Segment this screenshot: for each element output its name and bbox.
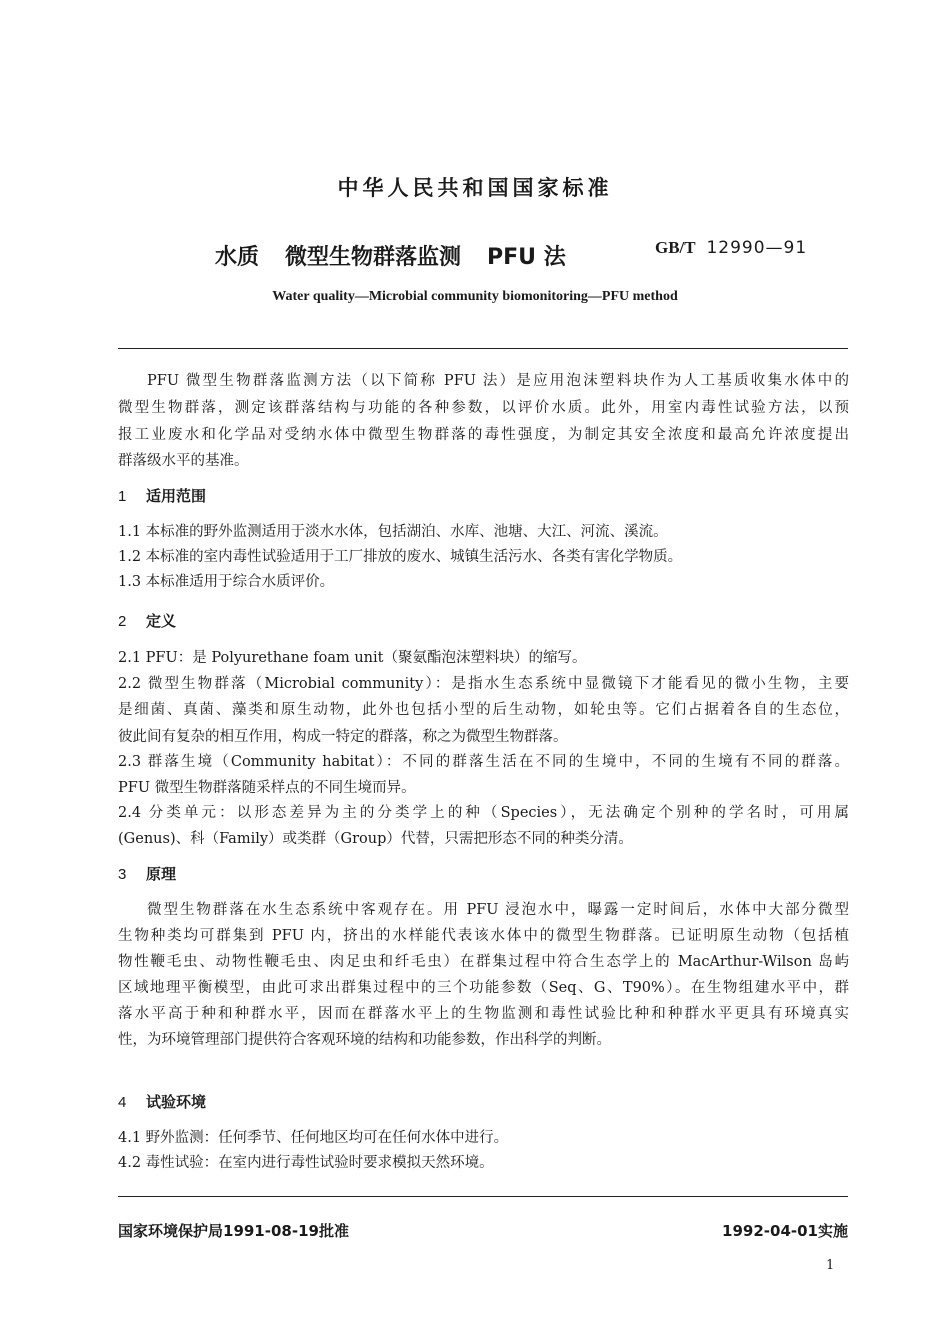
intro-line: 微型生物群落，测定该群落结构与功能的各种参数，以评价水质。此外，用室内毒性试验方法，以预: [118, 400, 849, 416]
clause-4-1: 4.1 野外监测：任何季节、任何地区均可在任何水体中进行。: [118, 1130, 509, 1146]
clause-1-2: 1.2 本标准的室内毒性试验适用于工厂排放的废水、城镇生活污水、各类有害化学物质。: [118, 549, 683, 565]
standard-prefix: GB/T: [655, 238, 696, 257]
page-number: 1: [826, 1258, 835, 1273]
title-part-2: 微型生物群落监测: [285, 245, 462, 270]
principle-line: 物性鞭毛虫、动物性鞭毛虫、肉足虫和纤毛虫）在群集过程中符合生态学上的 MacArthur-Wilson 岛屿: [118, 954, 849, 970]
definition-line: 2.1 PFU：是 Polyurethane foam unit（聚氨酯泡沫塑料块）的缩写。: [118, 650, 587, 666]
standard-number: [655, 238, 807, 258]
definition-line: PFU 微型生物群落随采样点的不同生境而异。: [118, 780, 416, 796]
intro-line: PFU 微型生物群落监测方法（以下简称 PFU 法）是应用泡沫塑料块作为人工基质收集水体中的: [147, 373, 849, 389]
definition-line: (Genus)、科（Family）或类群（Group）代替，只需把形态不同的种类分清。: [118, 831, 633, 847]
clause-1-3: 1.3 本标准适用于综合水质评价。: [118, 574, 335, 590]
section-heading: [118, 863, 176, 884]
section-number: 1: [118, 488, 127, 505]
approval-date: 国家环境保护局1991-08-19批准: [118, 1222, 349, 1240]
section-number: 2: [118, 613, 127, 630]
definition-line: 2.3 群落生境（Community habitat）：不同的群落生活在不同的生境中，不同的生境有不同的群落。: [118, 754, 849, 770]
standard-code: 12990—91: [706, 238, 808, 258]
effective-date: 1992-04-01实施: [722, 1222, 848, 1240]
title-part-1: 水质: [215, 245, 260, 270]
section-heading: [118, 485, 206, 506]
national-standard-heading: 中华人民共和国国家标准: [337, 176, 613, 200]
definition-line: 2.4 分类单元：以形态差异为主的分类学上的种（Species），无法确定个别种的学名时，可用属: [118, 805, 849, 821]
principle-line: 落水平高于种和种群水平，因而在群落水平上的生物监测和毒性试验比种和种群水平更具有环境真实: [118, 1006, 849, 1022]
title-part-3: PFU 法: [487, 245, 566, 270]
header-divider: [118, 348, 848, 349]
principle-line: 生物种类均可群集到 PFU 内，挤出的水样能代表该水体中的微型生物群落。已证明原生动物（包括植: [118, 928, 849, 944]
definition-line: 2.2 微型生物群落（Microbial community）：是指水生态系统中显微镜下才能看见的微小生物，主要: [118, 676, 849, 692]
definition-line: 是细菌、真菌、藻类和原生动物，此外也包括小型的后生动物，如轮虫等。它们占据着各自的生态位，: [118, 702, 849, 718]
section-number: 3: [118, 866, 127, 883]
principle-line: 区域地理平衡模型，由此可求出群集过程中的三个功能参数（Seq、G、T90%）。在生物组建水平中，群: [118, 980, 849, 996]
section-title: 原理: [146, 865, 177, 883]
document-title: [215, 240, 592, 271]
principle-line: 性，为环境管理部门提供符合客观环境的结构和功能参数，作出科学的判断。: [118, 1032, 611, 1048]
english-title: Water quality—Microbial community biomonitoring—PFU method: [272, 289, 678, 304]
section-heading: [118, 610, 176, 631]
principle-line: 微型生物群落在水生态系统中客观存在。用 PFU 浸泡水中，曝露一定时间后，水体中大部分微型: [147, 902, 849, 918]
section-title: 试验环境: [146, 1093, 207, 1111]
section-title: 定义: [146, 612, 177, 630]
section-number: 4: [118, 1094, 127, 1111]
definition-line: 彼此间有复杂的相互作用，构成一特定的群落，称之为微型生物群落。: [118, 729, 568, 745]
section-title: 适用范围: [146, 487, 207, 505]
intro-line: 报工业废水和化学品对受纳水体中微型生物群落的毒性强度，为制定其安全浓度和最高允许浓度提出: [118, 427, 849, 443]
section-heading: [118, 1091, 206, 1112]
footer-divider: [118, 1196, 848, 1197]
clause-1-1: 1.1 本标准的野外监测适用于淡水水体，包括湖泊、水库、池塘、大江、河流、溪流。: [118, 524, 668, 540]
clause-4-2: 4.2 毒性试验：在室内进行毒性试验时要求模拟天然环境。: [118, 1155, 494, 1171]
intro-line: 群落级水平的基准。: [118, 453, 249, 469]
